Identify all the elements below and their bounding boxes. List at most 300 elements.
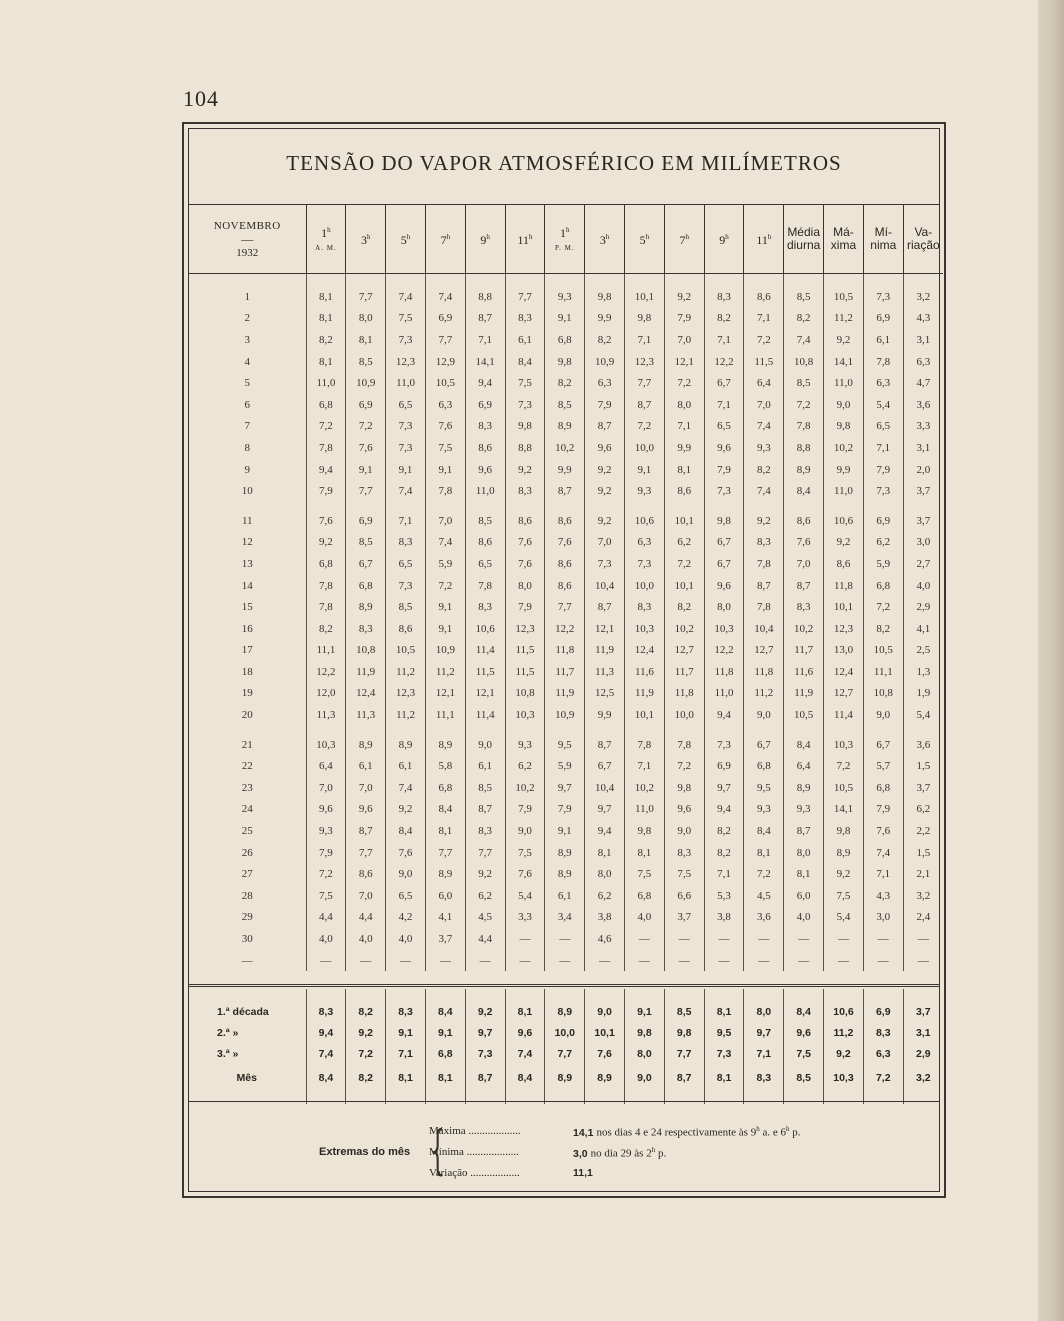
- value-cell: 6,1: [545, 885, 585, 907]
- value-cell: 7,5: [625, 863, 665, 885]
- value-cell: 6,8: [306, 553, 346, 575]
- spacer-cell: [386, 502, 426, 510]
- day-cell: 13: [241, 557, 253, 570]
- header-hour: [744, 205, 784, 274]
- summary-value: 10,0: [545, 1022, 585, 1043]
- summary-value: 7,7: [545, 1043, 585, 1064]
- value-cell: 7,0: [425, 510, 465, 532]
- value-cell: —: [903, 928, 943, 950]
- day-cell: 17: [241, 644, 253, 657]
- value-cell: 10,5: [425, 372, 465, 394]
- table-row: [189, 777, 943, 799]
- value-cell: 8,9: [784, 777, 824, 799]
- pad-cell: [545, 989, 585, 1001]
- value-cell: 12,4: [824, 661, 864, 683]
- value-cell: 5,7: [863, 755, 903, 777]
- pad-cell: [784, 989, 824, 1001]
- value-cell: 11,8: [824, 575, 864, 597]
- pad-cell: [863, 1092, 903, 1104]
- pad-cell: [306, 989, 346, 1001]
- value-cell: 9,8: [824, 820, 864, 842]
- summary-label: 3.ª »: [217, 1047, 239, 1060]
- value-cell: 7,4: [863, 842, 903, 864]
- value-cell: 8,8: [465, 286, 505, 308]
- hour-value: 11: [517, 233, 529, 247]
- value-cell: 9,0: [465, 734, 505, 756]
- value-cell: 10,8: [863, 683, 903, 705]
- value-cell: 6,5: [863, 416, 903, 438]
- value-cell: 1,3: [903, 661, 943, 683]
- value-cell: 7,9: [704, 459, 744, 481]
- summary-value: 3,1: [903, 1022, 943, 1043]
- summary-value: 9,7: [744, 1022, 784, 1043]
- minima-value-line: [573, 1146, 666, 1160]
- value-cell: —: [744, 950, 784, 972]
- value-cell: 6,8: [306, 394, 346, 416]
- header-media-diurna-line-1: Média: [787, 225, 820, 239]
- pad-cell: [189, 989, 306, 1001]
- value-cell: 4,0: [306, 928, 346, 950]
- value-cell: 7,4: [425, 532, 465, 554]
- value-cell: 7,2: [863, 596, 903, 618]
- value-cell: 7,3: [585, 553, 625, 575]
- value-cell: 7,3: [863, 286, 903, 308]
- pad-cell: [784, 1092, 824, 1104]
- value-cell: 11,1: [425, 704, 465, 726]
- value-cell: 5,9: [863, 553, 903, 575]
- value-cell: 5,4: [863, 394, 903, 416]
- value-cell: 7,7: [545, 596, 585, 618]
- value-cell: 7,9: [505, 799, 545, 821]
- header-month: [189, 205, 306, 274]
- value-cell: —: [346, 950, 386, 972]
- value-cell: —: [386, 950, 426, 972]
- value-cell: 11,0: [824, 480, 864, 502]
- value-cell: 9,6: [346, 799, 386, 821]
- header-row: [189, 205, 943, 274]
- value-cell: 9,9: [664, 437, 704, 459]
- value-cell: 11,7: [784, 640, 824, 662]
- brace-icon: {: [430, 1121, 445, 1181]
- pad-cell: [625, 1092, 665, 1104]
- value-cell: 8,6: [505, 510, 545, 532]
- day-cell: 22: [241, 760, 253, 773]
- summary-value: 8,5: [664, 1001, 704, 1022]
- value-cell: 6,7: [744, 734, 784, 756]
- value-cell: 12,1: [585, 618, 625, 640]
- value-cell: 7,8: [625, 734, 665, 756]
- summary-value: 9,8: [664, 1022, 704, 1043]
- table-row: [189, 907, 943, 929]
- hour-period: P. M.: [554, 243, 575, 252]
- value-cell: 8,2: [585, 329, 625, 351]
- spacer-cell: [189, 274, 306, 287]
- value-cell: 9,0: [863, 704, 903, 726]
- day-cell: 7: [244, 420, 250, 433]
- day-cell: 5: [244, 377, 250, 390]
- spacer-cell: [346, 502, 386, 510]
- value-cell: 8,6: [744, 286, 784, 308]
- value-cell: 14,1: [824, 799, 864, 821]
- value-cell: 4,0: [386, 928, 426, 950]
- value-cell: 10,9: [425, 640, 465, 662]
- hour-value: 5: [400, 233, 407, 247]
- value-cell: 4,7: [903, 372, 943, 394]
- value-cell: 7,1: [386, 510, 426, 532]
- value-cell: 12,7: [824, 683, 864, 705]
- value-cell: 10,5: [824, 286, 864, 308]
- pad-cell: [545, 1092, 585, 1104]
- summary-value: 7,3: [704, 1043, 744, 1064]
- maxima-text-3: p.: [789, 1126, 801, 1139]
- pad-cell: [465, 1092, 505, 1104]
- value-cell: —: [824, 950, 864, 972]
- value-cell: 8,6: [784, 510, 824, 532]
- table-inner-frame: [188, 128, 940, 1192]
- value-cell: 3,7: [425, 928, 465, 950]
- header-hour: [545, 205, 585, 274]
- value-cell: 10,2: [545, 437, 585, 459]
- value-cell: 9,2: [664, 286, 704, 308]
- value-cell: 10,6: [465, 618, 505, 640]
- mes-value: 8,1: [425, 1064, 465, 1092]
- pad-cell: [386, 1092, 426, 1104]
- value-cell: 10,0: [664, 704, 704, 726]
- value-cell: 6,3: [585, 372, 625, 394]
- value-cell: 9,1: [425, 459, 465, 481]
- extremas-minima-row: [429, 1146, 564, 1161]
- minima-value: 3,0: [573, 1147, 588, 1160]
- value-cell: —: [664, 928, 704, 950]
- value-cell: 7,2: [744, 329, 784, 351]
- value-cell: 11,4: [465, 704, 505, 726]
- summary-value: 2,9: [903, 1043, 943, 1064]
- value-cell: 8,7: [784, 575, 824, 597]
- value-cell: 11,6: [784, 661, 824, 683]
- value-cell: 7,5: [306, 885, 346, 907]
- value-cell: 9,6: [306, 799, 346, 821]
- day-cell: 10: [241, 485, 253, 498]
- hour-value: 5: [639, 233, 646, 247]
- value-cell: 7,9: [863, 459, 903, 481]
- value-cell: 4,4: [465, 928, 505, 950]
- value-cell: 6,7: [863, 734, 903, 756]
- value-cell: 7,6: [505, 863, 545, 885]
- value-cell: 6,7: [704, 372, 744, 394]
- value-cell: 6,2: [465, 885, 505, 907]
- hour-value: 11: [756, 233, 768, 247]
- value-cell: 7,4: [425, 286, 465, 308]
- pad-cell: [664, 1092, 704, 1104]
- value-cell: 8,6: [346, 863, 386, 885]
- value-cell: 11,7: [664, 661, 704, 683]
- value-cell: 8,1: [625, 842, 665, 864]
- pad-cell: [704, 989, 744, 1001]
- pad-cell: [863, 989, 903, 1001]
- value-cell: 2,5: [903, 640, 943, 662]
- summary-value: 11,2: [824, 1022, 864, 1043]
- maxima-label: Máxima ...................: [429, 1125, 521, 1137]
- value-cell: 12,3: [505, 618, 545, 640]
- value-cell: 8,9: [545, 842, 585, 864]
- value-cell: 12,3: [824, 618, 864, 640]
- value-cell: 3,0: [863, 907, 903, 929]
- value-cell: 11,5: [465, 661, 505, 683]
- table-row: [189, 755, 943, 777]
- spacer-cell: [784, 274, 824, 287]
- value-cell: 8,0: [664, 394, 704, 416]
- value-cell: 10,8: [346, 640, 386, 662]
- value-cell: 8,5: [465, 777, 505, 799]
- hour-suffix: h: [486, 233, 490, 241]
- table-row: [189, 928, 943, 950]
- header-maxima-line-2: xima: [830, 238, 857, 252]
- value-cell: 11,5: [744, 351, 784, 373]
- day-cell: 19: [241, 687, 253, 700]
- table-row: [189, 950, 943, 972]
- value-cell: 7,2: [744, 863, 784, 885]
- value-cell: 7,4: [744, 480, 784, 502]
- value-cell: 8,7: [784, 820, 824, 842]
- summary-value: 8,3: [386, 1001, 426, 1022]
- value-cell: 10,5: [863, 640, 903, 662]
- value-cell: 8,0: [784, 842, 824, 864]
- summary-value: 8,3: [863, 1022, 903, 1043]
- header-hour: [664, 205, 704, 274]
- mes-value: 8,7: [664, 1064, 704, 1092]
- value-cell: 7,9: [505, 596, 545, 618]
- mes-value: 8,1: [386, 1064, 426, 1092]
- table-row: [189, 532, 943, 554]
- spacer-cell: [664, 274, 704, 287]
- pad-cell: [346, 989, 386, 1001]
- value-cell: 11,2: [744, 683, 784, 705]
- value-cell: 14,1: [824, 351, 864, 373]
- header-year: 1932: [236, 246, 259, 259]
- day-cell: 16: [241, 622, 253, 635]
- value-cell: 9,7: [545, 777, 585, 799]
- value-cell: 6,9: [346, 394, 386, 416]
- value-cell: 9,4: [585, 820, 625, 842]
- value-cell: 9,9: [824, 459, 864, 481]
- value-cell: 12,7: [664, 640, 704, 662]
- value-cell: 9,3: [505, 734, 545, 756]
- value-cell: 7,5: [824, 885, 864, 907]
- value-cell: 4,0: [346, 928, 386, 950]
- value-cell: 7,2: [664, 372, 704, 394]
- value-cell: 8,2: [784, 308, 824, 330]
- header-dash: —: [241, 231, 254, 246]
- header-hour: [625, 205, 665, 274]
- pad-cell: [386, 989, 426, 1001]
- value-cell: 6,0: [784, 885, 824, 907]
- value-cell: 9,8: [664, 777, 704, 799]
- value-cell: 6,5: [386, 885, 426, 907]
- summary-value: 3,7: [903, 1001, 943, 1022]
- value-cell: 9,8: [625, 308, 665, 330]
- value-cell: 11,8: [704, 661, 744, 683]
- value-cell: 9,1: [625, 459, 665, 481]
- value-cell: 7,9: [545, 799, 585, 821]
- value-cell: 11,1: [306, 640, 346, 662]
- value-cell: 8,0: [585, 863, 625, 885]
- value-cell: 3,7: [903, 510, 943, 532]
- mes-value: 8,7: [465, 1064, 505, 1092]
- spacer-cell: [346, 726, 386, 734]
- day-cell: 9: [244, 463, 250, 476]
- spacer-cell: [744, 502, 784, 510]
- value-cell: 6,0: [425, 885, 465, 907]
- value-cell: 9,3: [545, 286, 585, 308]
- value-cell: 7,1: [744, 308, 784, 330]
- summary-value: 8,4: [425, 1001, 465, 1022]
- value-cell: 7,6: [863, 820, 903, 842]
- value-cell: 7,9: [863, 799, 903, 821]
- spacer-cell: [664, 502, 704, 510]
- value-cell: 8,9: [425, 863, 465, 885]
- table-row: [189, 640, 943, 662]
- value-cell: 7,9: [585, 394, 625, 416]
- value-cell: 7,1: [704, 863, 744, 885]
- spacer-cell: [189, 502, 306, 510]
- summary-value: 6,3: [863, 1043, 903, 1064]
- value-cell: 9,0: [386, 863, 426, 885]
- value-cell: 9,4: [704, 704, 744, 726]
- spacer-cell: [625, 502, 665, 510]
- value-cell: 4,4: [346, 907, 386, 929]
- maxima-value: 14,1: [573, 1126, 594, 1139]
- value-cell: 7,1: [863, 863, 903, 885]
- summary-value: 9,5: [704, 1022, 744, 1043]
- maxima-sup-1: h: [756, 1125, 760, 1133]
- spacer-cell: [425, 726, 465, 734]
- summary-value: 7,1: [386, 1043, 426, 1064]
- value-cell: 8,6: [465, 437, 505, 459]
- value-cell: 7,3: [386, 575, 426, 597]
- value-cell: 13,0: [824, 640, 864, 662]
- value-cell: 8,2: [545, 372, 585, 394]
- value-cell: 9,6: [585, 437, 625, 459]
- pad-cell: [425, 1092, 465, 1104]
- table-row: [189, 308, 943, 330]
- value-cell: 11,9: [545, 683, 585, 705]
- value-cell: 10,5: [386, 640, 426, 662]
- summary-label: 2.ª »: [217, 1026, 239, 1039]
- header-maxima: [824, 205, 864, 274]
- value-cell: 4,0: [784, 907, 824, 929]
- value-cell: 9,2: [824, 329, 864, 351]
- value-cell: 7,6: [425, 416, 465, 438]
- spacer-cell: [863, 274, 903, 287]
- value-cell: 9,8: [824, 416, 864, 438]
- spacer-cell: [664, 726, 704, 734]
- table-row: [189, 596, 943, 618]
- value-cell: 9,1: [545, 308, 585, 330]
- spacer-cell: [824, 274, 864, 287]
- value-cell: 10,1: [664, 510, 704, 532]
- mes-value: 8,2: [346, 1064, 386, 1092]
- value-cell: 9,8: [704, 510, 744, 532]
- day-cell: 6: [244, 398, 250, 411]
- value-cell: 5,8: [425, 755, 465, 777]
- value-cell: 3,2: [903, 885, 943, 907]
- value-cell: 12,1: [465, 683, 505, 705]
- value-cell: 9,5: [744, 777, 784, 799]
- value-cell: 12,1: [425, 683, 465, 705]
- summary-row: [189, 1001, 943, 1022]
- value-cell: 8,5: [784, 286, 824, 308]
- value-cell: 9,0: [505, 820, 545, 842]
- summary-value: 8,2: [346, 1001, 386, 1022]
- value-cell: —: [505, 928, 545, 950]
- value-cell: 7,4: [386, 286, 426, 308]
- value-cell: 7,8: [306, 596, 346, 618]
- day-cell: 28: [241, 889, 253, 902]
- value-cell: 6,5: [704, 416, 744, 438]
- value-cell: —: [784, 928, 824, 950]
- hour-suffix: h: [767, 233, 772, 241]
- summary-value: 7,5: [784, 1043, 824, 1064]
- value-cell: 8,5: [465, 510, 505, 532]
- value-cell: 8,1: [744, 842, 784, 864]
- table-row: [189, 459, 943, 481]
- value-cell: 8,2: [664, 596, 704, 618]
- day-cell: 25: [241, 825, 253, 838]
- value-cell: —: [625, 928, 665, 950]
- value-cell: 6,8: [744, 755, 784, 777]
- maxima-value-line: [573, 1125, 800, 1139]
- value-cell: 6,8: [625, 885, 665, 907]
- value-cell: —: [863, 928, 903, 950]
- value-cell: 8,1: [585, 842, 625, 864]
- value-cell: 7,9: [664, 308, 704, 330]
- spacer-row: [189, 502, 943, 510]
- value-cell: 3,6: [744, 907, 784, 929]
- value-cell: 6,9: [704, 755, 744, 777]
- value-cell: 9,8: [505, 416, 545, 438]
- value-cell: 7,2: [784, 394, 824, 416]
- value-cell: 8,9: [346, 596, 386, 618]
- value-cell: 7,8: [664, 734, 704, 756]
- value-cell: 8,2: [863, 618, 903, 640]
- value-cell: 4,5: [744, 885, 784, 907]
- value-cell: 4,5: [465, 907, 505, 929]
- value-cell: 12,0: [306, 683, 346, 705]
- value-cell: 9,4: [704, 799, 744, 821]
- value-cell: 8,7: [465, 308, 505, 330]
- value-cell: 8,9: [784, 459, 824, 481]
- value-cell: 8,6: [545, 510, 585, 532]
- table-row: [189, 372, 943, 394]
- mes-value: 8,4: [306, 1064, 346, 1092]
- value-cell: 8,8: [505, 437, 545, 459]
- spacer-cell: [545, 274, 585, 287]
- value-cell: 4,0: [625, 907, 665, 929]
- table-row: [189, 553, 943, 575]
- header-minima: [863, 205, 903, 274]
- value-cell: 7,2: [625, 416, 665, 438]
- value-cell: 11,3: [585, 661, 625, 683]
- value-cell: —: [306, 950, 346, 972]
- value-cell: 9,8: [585, 286, 625, 308]
- value-cell: —: [465, 950, 505, 972]
- summary-table: [189, 989, 943, 1104]
- value-cell: 7,0: [664, 329, 704, 351]
- value-cell: 9,3: [306, 820, 346, 842]
- mes-value: 8,1: [704, 1064, 744, 1092]
- value-cell: 7,6: [784, 532, 824, 554]
- hour-suffix: h: [645, 233, 650, 241]
